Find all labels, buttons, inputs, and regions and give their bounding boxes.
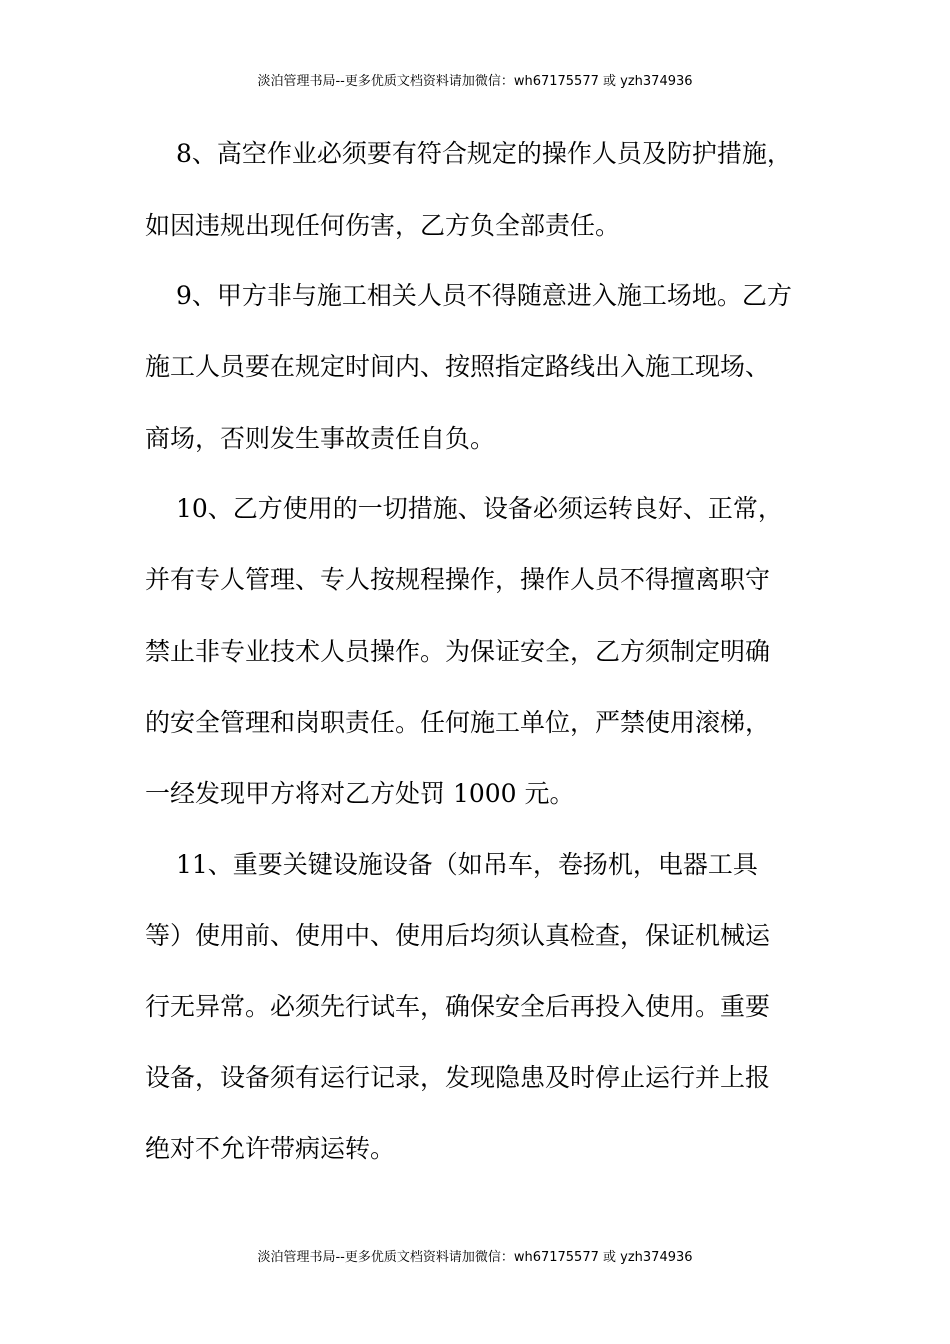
paragraph-11-line-1: 11、重要关键设施设备（如吊车，卷扬机，电器工具 [176,850,758,879]
paragraph-10-line-4: 的安全管理和岗职责任。任何施工单位，严禁使用滚梯， [145,708,771,737]
paragraph-10-line-3: 禁止非专业技术人员操作。为保证安全，乙方须制定明确 [145,637,771,666]
paragraph-9-line-1: 9、甲方非与施工相关人员不得随意进入施工场地。乙方 [176,281,792,310]
paragraph-8-line-1: 8、高空作业必须要有符合规定的操作人员及防护措施， [176,139,792,168]
paragraph-8-line-2: 如因违规出现任何伤害，乙方负全部责任。 [145,211,621,240]
paragraph-10-line-5: 一经发现甲方将对乙方处罚 1000 元。 [145,779,575,808]
page-footer: 淡泊管理书局--更多优质文档资料请加微信：wh67175577 或 yzh374936 [257,1250,693,1265]
paragraph-11-line-3: 行无异常。必须先行试车，确保安全后再投入使用。重要 [145,992,771,1021]
paragraph-9-line-3: 商场，否则发生事故责任自负。 [145,424,496,453]
paragraph-11-line-2: 等）使用前、使用中、使用后均须认真检查，保证机械运 [145,921,771,950]
paragraph-11-line-4: 设备，设备须有运行记录，发现隐患及时停止运行并上报 [145,1063,771,1092]
paragraph-11-line-5: 绝对不允许带病运转。 [145,1134,396,1163]
page-header: 淡泊管理书局--更多优质文档资料请加微信：wh67175577 或 yzh374936 [257,74,693,89]
paragraph-10-line-1: 10、乙方使用的一切措施、设备必须运转良好、正常， [176,494,783,523]
paragraph-9-line-2: 施工人员要在规定时间内、按照指定路线出入施工现场、 [145,352,771,381]
paragraph-10-line-2: 并有专人管理、专人按规程操作，操作人员不得擅离职守 [145,565,771,594]
